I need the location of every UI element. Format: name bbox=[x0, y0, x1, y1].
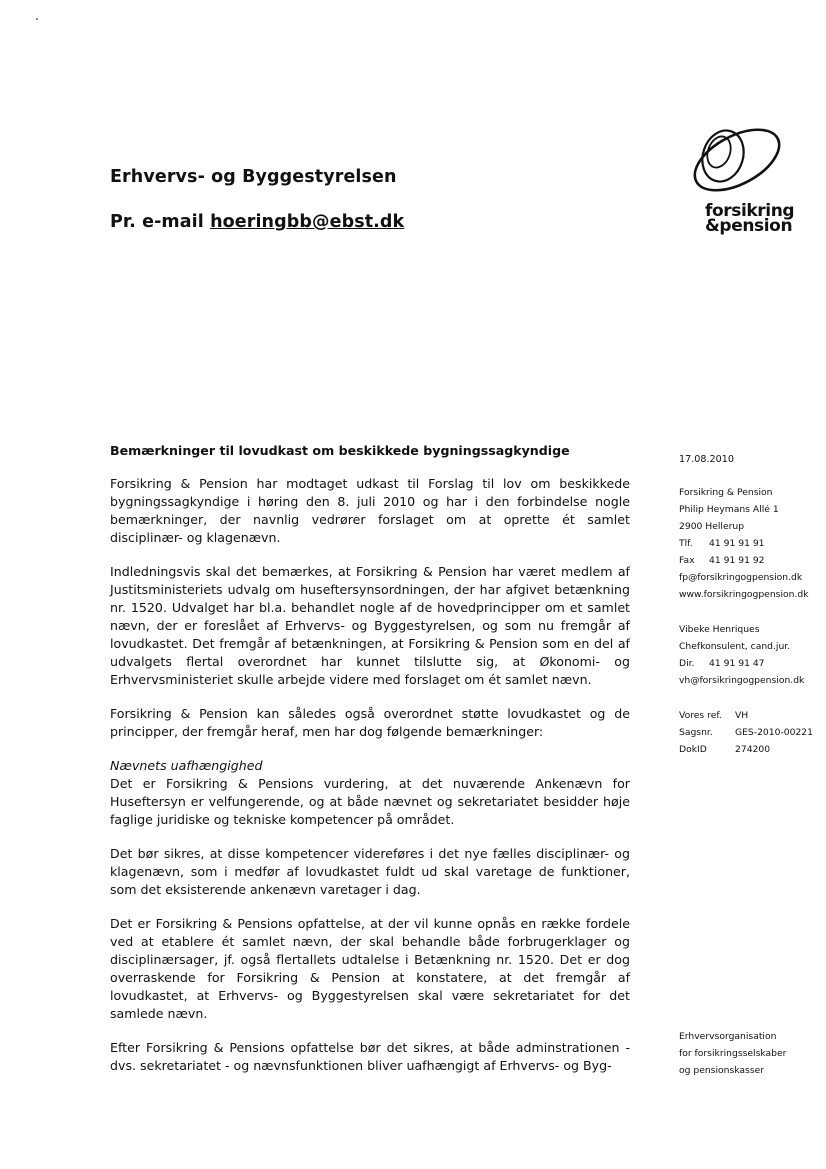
email-line bbox=[110, 212, 404, 232]
section-heading: Nævnets uafhængighed bbox=[110, 758, 263, 773]
contact-name: Vibeke Henriques bbox=[679, 624, 760, 635]
letter-body bbox=[110, 475, 630, 1091]
scan-speck bbox=[36, 18, 38, 20]
case-number: Sagsnr. GES-2010-00221 bbox=[679, 727, 813, 738]
paragraph-1: Forsikring & Pension har modtaget udkast til Forslag til lov om beskikkede bygningssagkyndige i høring den 8. juli 2010 og har i den forbindelse nogle bemærkninger, der navnlig vedrører forslaget om at oprette ét samlet disciplinær- og klagenævn. bbox=[110, 476, 630, 545]
our-reference: Vores ref. VH bbox=[679, 710, 749, 721]
paragraph-2: Indledningsvis skal det bemærkes, at Forsikring & Pension har været medlem af Justitsministeriets udvalg om huseftersynsordningen, der har afgivet betænkning nr. 1520. Udvalget har bl.a. behandlet nogle af de hovedprincipper om et samlet nævn, der er foreslået af Erhvervs- og Byggestyrelsen, og som nu fremgår af lovudkastet. Det fremgår af betænkningen, at Forsikring & Pension som en del af udvalgets flertal overordnet har kunnet tilslutte sig, at Økonomi- og Erhvervsministeriet skulle arbejde videre med forslaget om ét samlet nævn. bbox=[110, 564, 630, 687]
sender-street: Philip Heymans Allé 1 bbox=[679, 504, 779, 515]
document-id: DokID 274200 bbox=[679, 744, 771, 755]
footer-line-2: for forsikringsselskaber bbox=[679, 1048, 787, 1059]
logo-line-2: &pension bbox=[705, 216, 793, 236]
logo-swirl-icon bbox=[683, 118, 793, 208]
footer-line-3: og pensionskasser bbox=[679, 1065, 765, 1076]
contact-email[interactable]: vh@forsikringogpension.dk bbox=[679, 675, 805, 686]
forsikring-pension-logo bbox=[683, 118, 793, 238]
letter-date: 17.08.2010 bbox=[679, 454, 734, 465]
email-prefix: Pr. e-mail bbox=[110, 212, 211, 232]
email-link[interactable]: hoeringbb@ebst.dk bbox=[210, 212, 405, 232]
recipient-heading: Erhvervs- og Byggestyrelsen bbox=[110, 167, 397, 187]
subject-line: Bemærkninger til lovudkast om beskikkede bygningssagkyndige bbox=[110, 443, 570, 458]
contact-person bbox=[679, 621, 804, 689]
organisation-footer bbox=[679, 1028, 786, 1079]
logo-text bbox=[705, 201, 795, 236]
logo-line-1: forsikring bbox=[705, 201, 795, 221]
sender-city: 2900 Hellerup bbox=[679, 521, 745, 532]
sender-org: Forsikring & Pension bbox=[679, 487, 773, 498]
sender-website[interactable]: www.forsikringogpension.dk bbox=[679, 589, 809, 600]
sender-fax: Fax 41 91 91 92 bbox=[679, 555, 765, 566]
section-paragraph-2: Det bør sikres, at disse kompetencer videreføres i det nye fælles disciplinær- og klagenævn, som i medfør af lovudkastet fuldt ud skal varetage de funktioner, som det eksisterende ankenævn varetager i dag. bbox=[110, 846, 630, 897]
contact-direct-phone: Dir. 41 91 91 47 bbox=[679, 658, 765, 669]
sender-address bbox=[679, 484, 809, 603]
section-paragraph-1: Det er Forsikring & Pensions vurdering, at det nuværende Ankenævn for Huseftersyn er velfungerende, og at både nævnet og sekretariatet besidder høje faglige juridiske og tekniske kompetencer på området. bbox=[110, 776, 630, 827]
section-paragraph-3: Det er Forsikring & Pensions opfattelse, at der vil kunne opnås en række fordele ved at etablere ét samlet nævn, der skal behandle både forbrugerklager og disciplinærsager, jf. også flertallets udtalelse i Betænkning nr. 1520. Det er dog overraskende for Forsikring & Pension at konstatere, at det fremgår af lovudkastet, at Erhvervs- og Byggestyrelsen skal være sekretariatet for det samlede nævn. bbox=[110, 916, 630, 1021]
sender-phone: Tlf. 41 91 91 91 bbox=[679, 538, 765, 549]
sender-email[interactable]: fp@forsikringogpension.dk bbox=[679, 572, 803, 583]
reference-block bbox=[679, 707, 813, 758]
contact-title: Chefkonsulent, cand.jur. bbox=[679, 641, 791, 652]
footer-line-1: Erhvervsorganisation bbox=[679, 1031, 777, 1042]
paragraph-3: Forsikring & Pension kan således også overordnet støtte lovudkastet og de principper, der fremgår heraf, men har dog følgende bemærkninger: bbox=[110, 706, 630, 739]
section-paragraph-4: Efter Forsikring & Pensions opfattelse bør det sikres, at både adminstrationen - dvs. sekretariatet - og nævnsfunktionen bliver uafhængigt af Erhvervs- og Byg- bbox=[110, 1040, 630, 1073]
